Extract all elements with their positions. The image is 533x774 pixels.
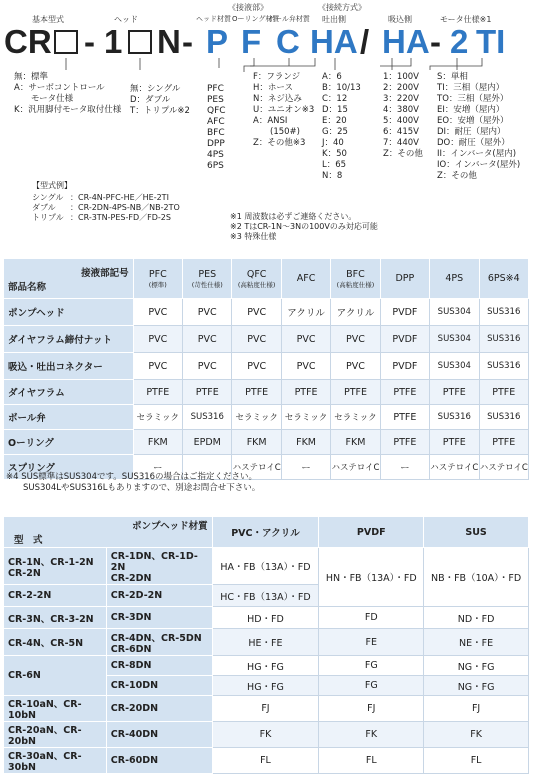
table-cell: NE・FE (424, 629, 529, 656)
column-sub: (苛性仕様) (191, 280, 223, 289)
table-corner-cell (4, 259, 134, 299)
table-cell: FK (424, 722, 529, 748)
list-item: Z：その他※3 (253, 138, 306, 148)
table-cell: FKM (232, 430, 281, 455)
list-item: A：ANSI (253, 116, 288, 126)
table-cell: ハステロイC (331, 455, 380, 480)
list-item: K：50 (322, 149, 347, 159)
label-motor-spec: モータ仕様※1 (440, 15, 492, 24)
list-item: 2：200V (383, 83, 419, 93)
list-item: 7：440V (383, 138, 419, 148)
column-code: 6PS※4 (487, 273, 520, 284)
column-code: AFC (296, 273, 316, 284)
column-header: PVC・アクリル (212, 517, 319, 548)
row-header: CR-6N (4, 656, 107, 696)
label-head-material: ヘッド材質 (196, 15, 231, 23)
table-cell: PVDF (380, 299, 429, 326)
examples-title: 【型式例】 (32, 181, 72, 190)
label-oring-material: Oーリング材質 (232, 15, 280, 23)
table-cell: SUS316 (430, 405, 479, 430)
table-cell: PVC (232, 299, 281, 326)
column-code: BFC (346, 268, 365, 280)
column-header (281, 259, 330, 299)
code-ha-discharge: HA (310, 23, 358, 60)
list-item: N：8 (322, 171, 343, 181)
table-cell: PVC (331, 353, 380, 380)
motor-option-list (437, 72, 520, 182)
table-cell: FG (319, 656, 424, 676)
example-label: トリプル (32, 213, 64, 222)
list-item: J：40 (322, 138, 344, 148)
table-cell: SUS316 (479, 326, 528, 353)
corner-top-label: 接液部記号 (81, 267, 129, 279)
row-header: スプリング (4, 455, 134, 480)
row-header: CR-10aN、CR-10bN (4, 696, 107, 722)
row-header: CR-1DN、CR-1D-2N CR-2DN (106, 548, 212, 585)
table-row (4, 629, 529, 656)
column-code: PES (198, 268, 217, 280)
table-cell: セラミック (331, 405, 380, 430)
table-corner-cell (4, 517, 213, 548)
table-row (4, 299, 529, 326)
column-header: SUS (424, 517, 529, 548)
column-header (183, 259, 232, 299)
table-cell: PVC (232, 353, 281, 380)
table-cell: PTFE (183, 380, 232, 405)
code-dash: - (430, 23, 441, 60)
list-item: 6PS (207, 161, 224, 171)
example-row (32, 193, 180, 203)
example-row (32, 213, 180, 223)
column-header (331, 259, 380, 299)
row-header: CR-2-2N (4, 585, 107, 607)
footnote: ※1 周波数は必ずご連絡ください。 (230, 212, 357, 221)
row-header: Oーリング (4, 430, 134, 455)
table-cell: アクリル (331, 299, 380, 326)
voltage-option-list (383, 72, 423, 160)
list-item: DI：耐圧（屋内） (437, 127, 506, 137)
row-header: CR-8DN (106, 656, 212, 676)
table-cell: PVC (232, 326, 281, 353)
example-value: ：CR-3TN-PES-FD／FD-2S (70, 213, 171, 222)
list-item: IO：インバータ(屋外) (437, 160, 521, 170)
column-header (232, 259, 281, 299)
table-cell: FKM (133, 430, 182, 455)
list-item: DO：耐圧（屋外） (437, 138, 510, 148)
example-row (32, 203, 180, 213)
list-item: モータ仕様 (14, 94, 74, 104)
list-item: H：ホース (253, 83, 293, 93)
list-item: T：トリプル※2 (130, 106, 190, 116)
list-item: F：フランジ (253, 72, 301, 82)
table-cell: SUS304 (430, 299, 479, 326)
code-dash: - (182, 23, 193, 60)
table-cell: PVC (331, 326, 380, 353)
list-item: L：65 (322, 160, 347, 170)
list-item: D：15 (322, 105, 348, 115)
column-sub: (高粘度仕様) (336, 280, 375, 289)
examples-list (32, 193, 180, 223)
connection-table (3, 516, 529, 774)
table-cell: PVC (183, 299, 232, 326)
code-dash: - (84, 23, 95, 60)
list-item: PES (207, 95, 224, 105)
column-header (380, 259, 429, 299)
table-cell: FL (212, 748, 319, 774)
label-head: ヘッド (114, 15, 138, 24)
column-header: PVDF (319, 517, 424, 548)
code-one: 1 (104, 23, 123, 60)
wetted-option-list (207, 84, 226, 172)
table-cell: SUS316 (479, 299, 528, 326)
table-cell: FK (319, 722, 424, 748)
table-cell: HG・FG (212, 676, 319, 696)
list-item: U：ユニオン※3 (253, 105, 315, 115)
row-header: 吸込・吐出コネクター (4, 353, 134, 380)
table-row (4, 748, 529, 774)
table-row (4, 353, 529, 380)
list-item: EO：安増（屋外） (437, 116, 509, 126)
table-cell: セラミック (133, 405, 182, 430)
table-cell: PVC (281, 353, 330, 380)
table-cell: HD・FD (212, 607, 319, 629)
head-option-list (130, 84, 190, 117)
table-cell: PVC (183, 326, 232, 353)
list-item: K：汎用脚付モータ取付仕様 (14, 105, 122, 115)
table-cell: PTFE (430, 380, 479, 405)
row-header: CR-20aN、CR-20bN (4, 722, 107, 748)
code-p: P (206, 23, 229, 60)
table-cell: HA・FB（13A）・FD (212, 548, 319, 585)
column-code: PFC (148, 268, 167, 280)
table-cell: HG・FG (212, 656, 319, 676)
table-cell: NG・FG (424, 656, 529, 676)
code-motor: TI (476, 23, 506, 60)
table-cell: HC・FB（13A）・FD (212, 585, 319, 607)
list-item: 4PS (207, 150, 224, 160)
table-cell: SUS304 (430, 326, 479, 353)
list-item: 3：220V (383, 94, 419, 104)
table-cell: PTFE (380, 405, 429, 430)
table-cell: FKM (331, 430, 380, 455)
table-cell: PVC (183, 353, 232, 380)
table-cell: PVDF (380, 353, 429, 380)
table-cell: セラミック (232, 405, 281, 430)
row-header: ダイヤフラム (4, 380, 134, 405)
table-row (4, 380, 529, 405)
table-cell: HE・FE (212, 629, 319, 656)
table-cell: PTFE (133, 380, 182, 405)
table-cell: NB・FB（10A）・FD (424, 548, 529, 607)
example-label: ダブル (32, 203, 56, 212)
row-header: CR-4N、CR-5N (4, 629, 107, 656)
code-cr: CR (4, 23, 52, 60)
table-cell: PTFE (232, 380, 281, 405)
table-row (4, 326, 529, 353)
code-slash: / (360, 23, 370, 60)
table-cell: PTFE (331, 380, 380, 405)
list-item: II：インバータ(屋内) (437, 149, 517, 159)
type-option-list (14, 72, 121, 116)
column-header (133, 259, 182, 299)
column-code: QFC (246, 268, 267, 280)
table-cell: SUS316 (479, 405, 528, 430)
connection-option-list (253, 72, 314, 149)
wetted-parts-table (3, 258, 529, 480)
label-wetted-part: 《接液部》 (228, 3, 268, 12)
list-item: C：12 (322, 94, 348, 104)
table-cell: PVC (133, 353, 182, 380)
table-body (4, 548, 529, 774)
list-item: BFC (207, 128, 225, 138)
list-item: 無：標準 (14, 72, 49, 82)
column-code: DPP (395, 273, 415, 284)
table-cell: セラミック (281, 405, 330, 430)
column-header (430, 259, 479, 299)
table-cell: HN・FB（13A）・FD (319, 548, 424, 607)
row-header: ダイヤフラム締付ナット (4, 326, 134, 353)
list-item: 無：シングル (130, 84, 181, 94)
list-item: (150#) (253, 127, 300, 137)
row-header: CR-30aN、CR-30bN (4, 748, 107, 774)
table-cell: ハステロイC (232, 455, 281, 480)
code-voltage: 2 (450, 23, 469, 60)
footnote: SUS304LやSUS316Lもありますので、別途お問合せ下さい。 (23, 483, 261, 493)
label-basic-type: 基本型式 (32, 15, 64, 24)
table-cell: SUS316 (183, 405, 232, 430)
table-cell: SUS316 (479, 353, 528, 380)
list-item: 6：415V (383, 127, 419, 137)
list-item: 5：400V (383, 116, 419, 126)
row-header: ポンプヘッド (4, 299, 134, 326)
label-suction: 吸込側 (388, 15, 412, 24)
table-cell: ハステロイC (430, 455, 479, 480)
row-header: CR-40DN (106, 722, 212, 748)
size-option-list (322, 72, 361, 182)
table-cell: FE (319, 629, 424, 656)
list-item: E：20 (322, 116, 347, 126)
table-row (4, 656, 529, 676)
list-item: DPP (207, 139, 225, 149)
row-header: CR-2D-2N (106, 585, 212, 607)
table-cell: PTFE (281, 380, 330, 405)
list-item: Z：その他 (383, 149, 423, 159)
column-sub: (高粘度仕様) (237, 280, 276, 289)
column-code: 4PS (445, 273, 464, 284)
list-item: 4：380V (383, 105, 419, 115)
table-cell: EPDM (183, 430, 232, 455)
row-header: CR-60DN (106, 748, 212, 774)
table-cell: ー (133, 455, 182, 480)
table-row (4, 607, 529, 629)
footnote: ※2 TはCR-1N～3Nの100Vのみ対応可能 (230, 222, 378, 231)
corner-top-label: ポンプヘッド材質 (131, 521, 208, 532)
table-row (4, 430, 529, 455)
list-item: D：ダブル (130, 95, 171, 105)
list-item: 1：100V (383, 72, 419, 82)
example-value: ：CR-2DN-4PS-NB／NB-2TO (70, 203, 180, 212)
table-row (4, 696, 529, 722)
table-body (4, 299, 529, 480)
list-item: B：10/13 (322, 83, 361, 93)
row-header: CR-4DN、CR-5DN CR-6DN (106, 629, 212, 656)
table-cell: PTFE (380, 430, 429, 455)
table-cell: PVC (133, 299, 182, 326)
table-cell: アクリル (281, 299, 330, 326)
list-item: QFC (207, 106, 226, 116)
row-header: CR-3N、CR-3-2N (4, 607, 107, 629)
table-cell: FJ (212, 696, 319, 722)
code-c: C (276, 23, 300, 60)
row-header: CR-1N、CR-1-2N CR-2N (4, 548, 107, 585)
list-item: S：単相 (437, 72, 468, 82)
row-header: CR-3DN (106, 607, 212, 629)
table-cell: FL (424, 748, 529, 774)
list-item: A：サーボコントロール (14, 83, 105, 93)
table-cell: PTFE (479, 430, 528, 455)
list-item: G：25 (322, 127, 348, 137)
list-item: N：ネジ込み (253, 94, 302, 104)
table-header-row (4, 517, 529, 548)
note-4 (6, 472, 260, 494)
example-label: シングル (32, 193, 64, 202)
code-ha-suction: HA (382, 23, 430, 60)
example-value: ：CR-4N-PFC-HE／HE-2TI (70, 193, 169, 202)
list-item: AFC (207, 117, 225, 127)
table-cell: FJ (424, 696, 529, 722)
corner-bottom-label: 部品名称 (8, 281, 47, 293)
table-cell: SUS304 (430, 353, 479, 380)
table-cell: PVDF (380, 326, 429, 353)
footnote: ※4 SUS標準はSUS304です。SUS316の場合はご指定ください。 (6, 472, 258, 482)
table-cell: PTFE (479, 380, 528, 405)
table-cell: FD (319, 607, 424, 629)
footnotes (230, 212, 378, 242)
table-cell: FL (319, 748, 424, 774)
table-cell: ー (380, 455, 429, 480)
list-item: A：6 (322, 72, 342, 82)
label-discharge: 吐出側 (322, 15, 346, 24)
table-cell: FJ (319, 696, 424, 722)
table-row (4, 548, 529, 585)
table-cell: ND・FD (424, 607, 529, 629)
table-cell: PVC (281, 326, 330, 353)
table-cell: ー (281, 455, 330, 480)
list-item: PFC (207, 84, 224, 94)
label-connection: 《接続方式》 (318, 3, 366, 12)
table-cell: FK (212, 722, 319, 748)
table-cell: FG (319, 676, 424, 696)
row-header: CR-20DN (106, 696, 212, 722)
table-header-row (4, 259, 529, 299)
list-item: TI：三相（屋内） (437, 83, 505, 93)
table-cell: PTFE (380, 380, 429, 405)
table-cell: NG・FG (424, 676, 529, 696)
row-header: CR-10DN (106, 676, 212, 696)
table-row (4, 722, 529, 748)
table-cell: PTFE (430, 430, 479, 455)
label-ball-valve-material: ボール弁材質 (268, 15, 310, 23)
column-header (479, 259, 528, 299)
list-item: Z：その他 (437, 171, 477, 181)
row-header: ボール弁 (4, 405, 134, 430)
list-item: TO：三相（屋外） (437, 94, 509, 104)
table-cell: PVC (133, 326, 182, 353)
corner-bottom-label: 型 式 (14, 535, 43, 546)
table-cell: ハステロイC (479, 455, 528, 480)
code-f: F (241, 23, 262, 60)
column-sub: (標準) (148, 280, 167, 289)
code-n: N (157, 23, 181, 60)
table-row (4, 405, 529, 430)
footnote: ※3 特殊仕様 (230, 232, 277, 241)
table-cell: FKM (281, 430, 330, 455)
list-item: EI：安増（屋内） (437, 105, 505, 115)
